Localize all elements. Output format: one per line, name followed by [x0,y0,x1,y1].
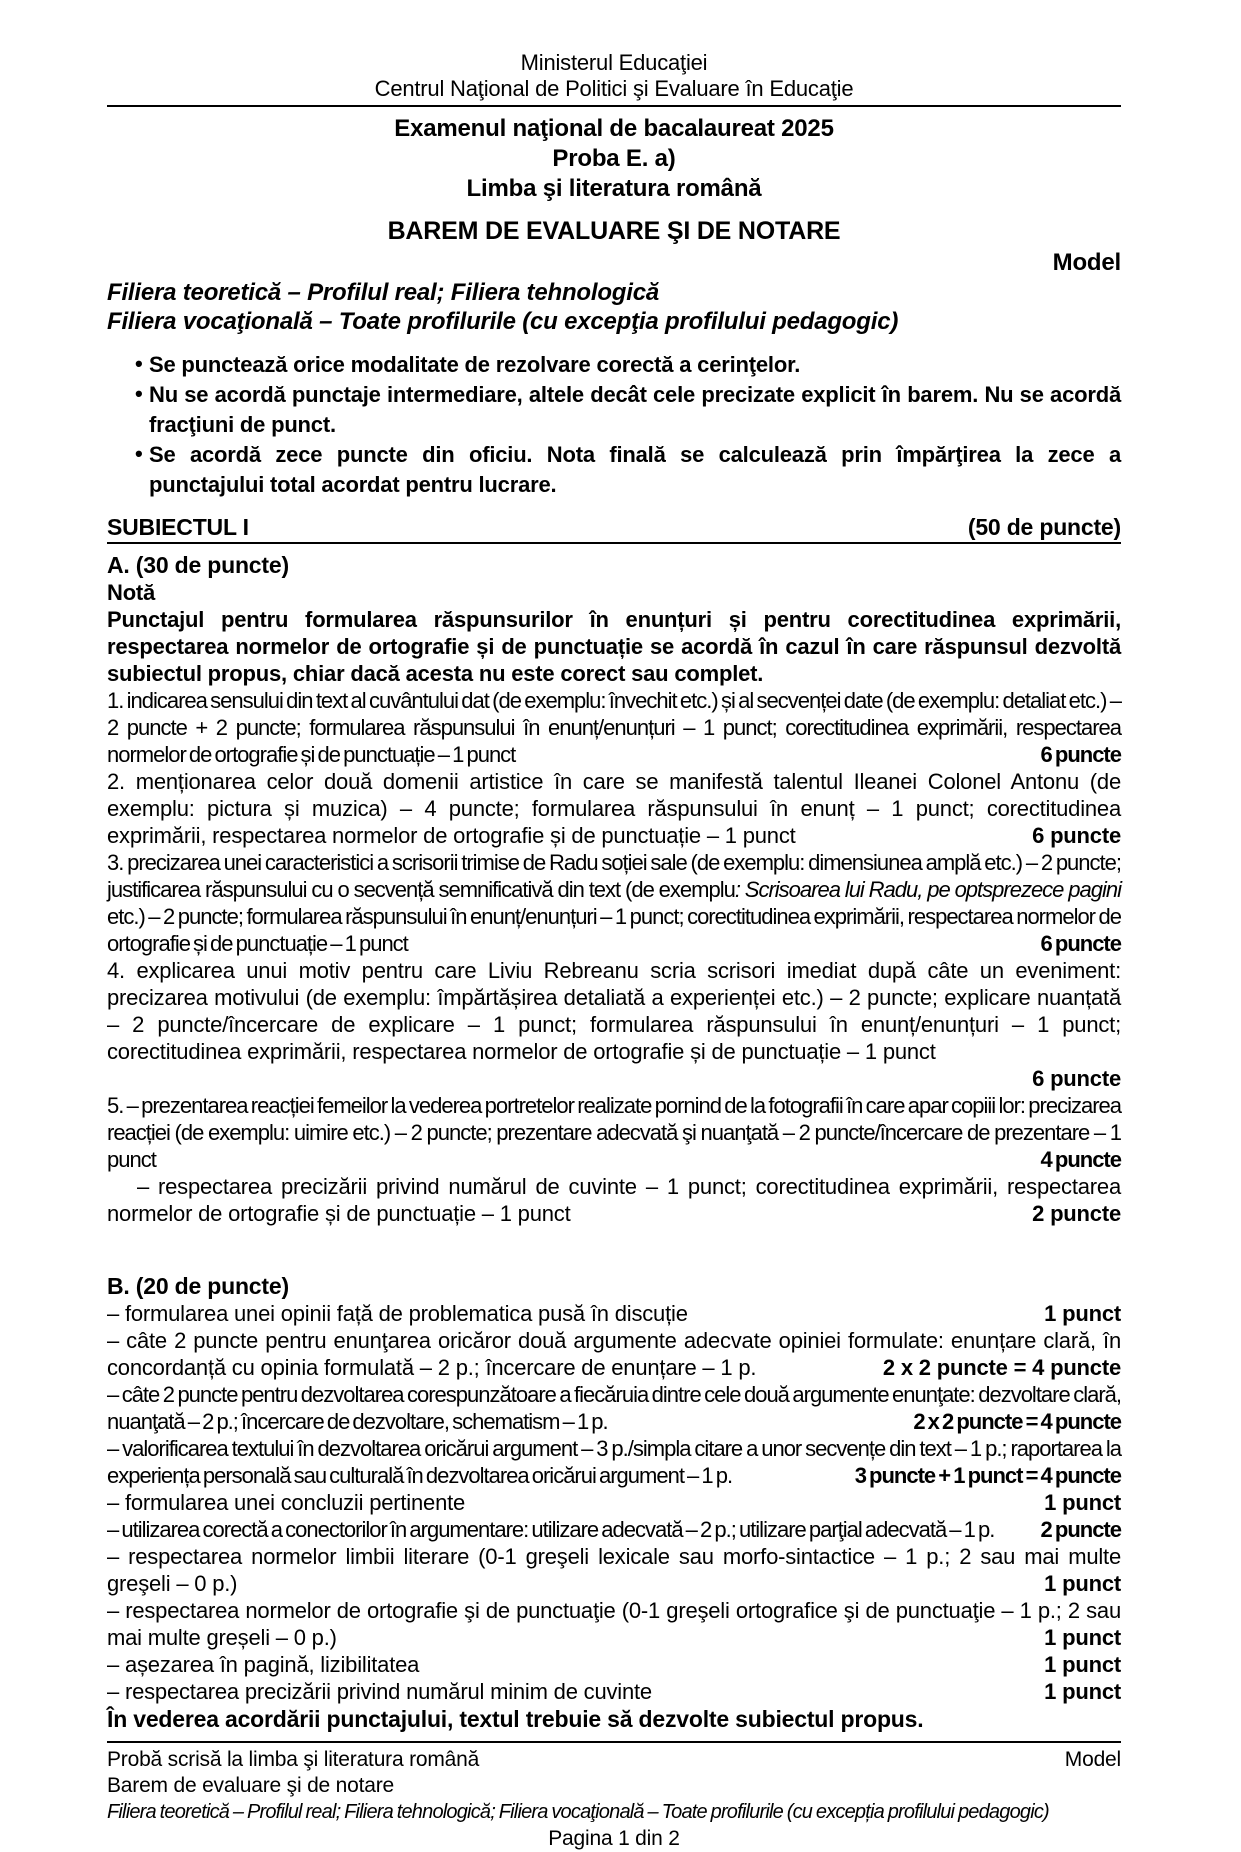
rubric-points: 2 x 2 puncte = 4 puncte [882,1355,1121,1380]
bullet-marker: • [135,351,143,376]
rubric-item-b3 [107,1381,1121,1435]
rubric-item-a3 [107,849,1121,957]
rubric-text: 2. menționarea celor două domenii artistice în care se manifestă talentul Ileanei Colonel Antonu (de exemplu: pictura și muzica) – 4 puncte; formularea răspunsului în enunț – 1 punct; corectitudinea exprimării, respectarea normelor de ortografie și de punctuație – 1 punct [107,769,1121,848]
rubric-item-b5 [107,1489,1121,1516]
spacer [652,1697,747,1699]
subiect1-heading-row [107,514,1121,544]
rubric-text: – câte 2 puncte pentru enunţarea oricăror două argumente adecvate opiniei formulate: enunțare clară, în concordanță cu opinia formulată – 2 p.; încercare de enunțare – 1 p. [107,1328,1121,1380]
rubric-text: – formularea unei opinii față de problematica pusă în discuție [107,1301,688,1326]
bullet-marker: • [135,441,143,466]
rubric-item-b2 [107,1327,1121,1381]
rubric-text: 5. – prezentarea reacției femeilor la vederea portretelor realizate pornind de la fotografii în care apar copiii lor: precizarea reacției (de exemplu: uimire etc.) – 2 puncte; prezentare adecvată şi nuanţată – 2 puncte/încercare de prezentare – 1 punct [107,1093,1121,1172]
general-rules-list [107,350,1121,500]
spacer [688,1319,783,1321]
footer-page-number: Pagina 1 din 2 [548,1827,680,1850]
rubric-points: 1 punct [1044,1490,1121,1515]
rubric-text: – respectarea precizării privind numărul minim de cuvinte [107,1679,652,1704]
footer-model: Model [1064,1748,1121,1771]
note-label: Notă [107,580,156,605]
rubric-points: 1 punct [1044,1571,1121,1596]
rubric-points: 2 puncte [1040,1517,1121,1542]
rubric-points: 2 x 2 puncte = 4 puncte [913,1409,1121,1434]
spacer [465,1508,560,1510]
subject-title: Limba şi literatura română [466,175,762,202]
footer-barem: Barem de evaluare şi de notare [107,1774,395,1797]
rubric-text: – respectarea normelor limbii literare (0-1 greşeli lexicale sau morfo-sintactice – 1 p.; 2 sau mai multe greşeli – 0 p.) [107,1544,1121,1596]
title-block [107,114,1121,246]
rubric-points: 1 punct [1044,1625,1121,1650]
footer-proba: Probă scrisă la limba şi literatura română [107,1748,480,1771]
rubric-points: 6 puncte [1032,823,1121,848]
exam-title: Examenul naţional de bacalaureat 2025 [394,115,834,142]
rubric-points: 1 punct [1044,1301,1121,1326]
ministry-line: Ministerul Educaţiei [520,50,708,75]
rubric-item-b4 [107,1435,1121,1489]
subiect1-points: (50 de puncte) [967,514,1121,540]
rubric-text: – așezarea în pagină, lizibilitatea [107,1652,420,1677]
rubric-points: 6 puncte [1040,931,1121,956]
bullet-item [107,350,1121,380]
rubric-points: 1 punct [1044,1652,1121,1677]
spacer [156,1165,254,1167]
spacer [608,1427,834,1429]
bullet-text: Se acordă zece puncte din oficiu. Nota finală se calculează prin împărţirea la zece a punctajului total acordat pentru lucrare. [149,442,1121,497]
bullet-text: Nu se acordă punctaje intermediare, altele decât cele precizate explicit în barem. Nu se acordă fracţiuni de punct. [149,382,1121,437]
bullet-item [107,380,1121,440]
spacer [796,841,903,843]
model-label: Model [1052,249,1121,276]
rubric-item-a2 [107,768,1121,849]
rubric-points: 1 punct [1044,1679,1121,1704]
spacer [419,1670,514,1672]
page-footer [107,1741,1121,1852]
footer-row-1 [107,1747,1121,1773]
final-note: În vederea acordării punctajului, textul trebuie să dezvolte subiectul propus. [107,1706,924,1732]
spacer [571,1219,708,1221]
rubric-item-b1 [107,1300,1121,1327]
document-header [107,50,1121,107]
rubric-item-a5b [107,1173,1121,1227]
barem-title: BAREM DE EVALUARE ŞI DE NOTARE [387,217,841,245]
rubric-item-a4 [107,957,1121,1092]
bullet-text: Se punctează orice modalitate de rezolvare corectă a cerinţelor. [149,352,801,377]
rubric-item-b6 [107,1516,1121,1543]
sectionB-title: B. (20 de puncte) [107,1273,289,1299]
section-gap [107,1227,1121,1273]
rubric-item-b8 [107,1597,1121,1651]
rubric-item-a5 [107,1092,1121,1173]
spacer [237,1589,332,1591]
rubric-points: 3 puncte + 1 punct = 4 puncte [854,1463,1121,1488]
sectionA-title: A. (30 de puncte) [107,552,289,578]
rubric-text: 1. indicarea sensului din text al cuvântului dat (de exemplu: învechit etc.) și al secvenței date (de exemplu: detaliat etc.) – 2 puncte + 2 puncte; formularea răspunsului în enunț/enunțuri – 1 punct; corectitudinea exprimării, respectarea normelor de ortografie și de punctuație – 1 punct [107,688,1121,767]
rubric-points: 6 puncte [1032,1066,1121,1091]
spacer [408,949,506,951]
filiera-line-2: Filiera vocaţională – Toate profilurile (cu excepţia profilului pedagogic) [107,308,899,335]
rubric-text: – respectarea normelor de ortografie şi de punctuaţie (0-1 greşeli ortografice şi de punctuaţie – 1 p.; 2 sau mai multe greșeli – 0 p.) [107,1598,1121,1650]
spacer [337,1643,432,1645]
rubric-text: – utilizarea corectă a conectorilor în argumentare: utilizare adecvată – 2 p.; utilizare parţial adecvată – 1 p. [107,1517,995,1542]
rubric-text: 4. explicarea unui motiv pentru care Liviu Rebreanu scria scrisori imediat după câte un eveniment: precizarea motivului (de exemplu: împărtășirea detaliată a experienței etc.) – 2 puncte; explicare nuanțată – 2 puncte/încercare de explicare – 1 punct; formularea răspunsului în enunț/enunțuri – 1 punct; corectitudinea exprimării, respectarea normelor de ortografie și de punctuație – 1 punct [107,958,1121,1064]
filiera-line-1: Filiera teoretică – Profilul real; Filiera tehnologică [107,279,660,306]
subiect1-title: SUBIECTUL I [107,514,249,540]
note-text: Punctajul pentru formularea răspunsurilor în enunțuri și pentru corectitudinea exprimării, respectarea normelor de ortografie și de punctuație se acordă în cazul în care răspunsul dezvoltă subiectul propus, chiar dacă acesta nu este corect sau complet. [107,607,1121,686]
rubric-text: – valorificarea textului în dezvoltarea oricărui argument – 3 p./simpla citare a unor secvențe din text – 1 p.; raportarea la experiența personală sau culturală în dezvoltarea oricărui argument – 1 p. [107,1436,1121,1488]
rubric-text: – respectarea precizării privind numărul de cuvinte – 1 punct; corectitudinea exprimării, respectarea normelor de ortografie și de punctuație – 1 punct [107,1174,1121,1226]
rubric-text: – câte 2 puncte pentru dezvoltarea corespunzătoare a fiecăruia dintre cele două argumente enunţate: dezvoltare clară, nuanţată – 2 p.; încercare de dezvoltare, schematism – 1 p. [107,1382,1121,1434]
rubric-text: – formularea unei concluzii pertinente [107,1490,466,1515]
proba-title: Proba E. a) [552,145,676,172]
bullet-marker: • [135,381,143,406]
rubric-item-b10 [107,1678,1121,1705]
footer-filiera: Filiera teoretică – Profilul real; Filiera tehnologică; Filiera vocaţională – Toate profilurile (cu excepția profilului pedagogic) [107,1801,1049,1823]
rubric-text: 3. precizarea unei caracteristici a scrisorii trimise de Radu soției sale (de exemplu: dimensiunea amplă etc.) – 2 puncte; justificarea răspunsului cu o secvență semnificativă din text (de exemplu: Scrisoarea lui Radu, pe optsprezece pagini etc.) – 2 puncte; formularea răspunsului în enunț/enunțuri – 1 punct; corectitudinea exprimării, respectarea normelor de ortografie și de punctuație – 1 punct [107,850,1121,956]
rubric-points: 6 puncte [1040,742,1121,767]
spacer [515,760,613,762]
bullet-item [107,440,1121,500]
rubric-item-b7 [107,1543,1121,1597]
rubric-item-b9 [107,1651,1121,1678]
rubric-points: 4 puncte [1040,1147,1121,1172]
rubric-points: 2 puncte [1032,1201,1121,1226]
rubric-item-a1 [107,687,1121,768]
center-line: Centrul Naţional de Politici şi Evaluare în Educaţie [374,76,854,101]
